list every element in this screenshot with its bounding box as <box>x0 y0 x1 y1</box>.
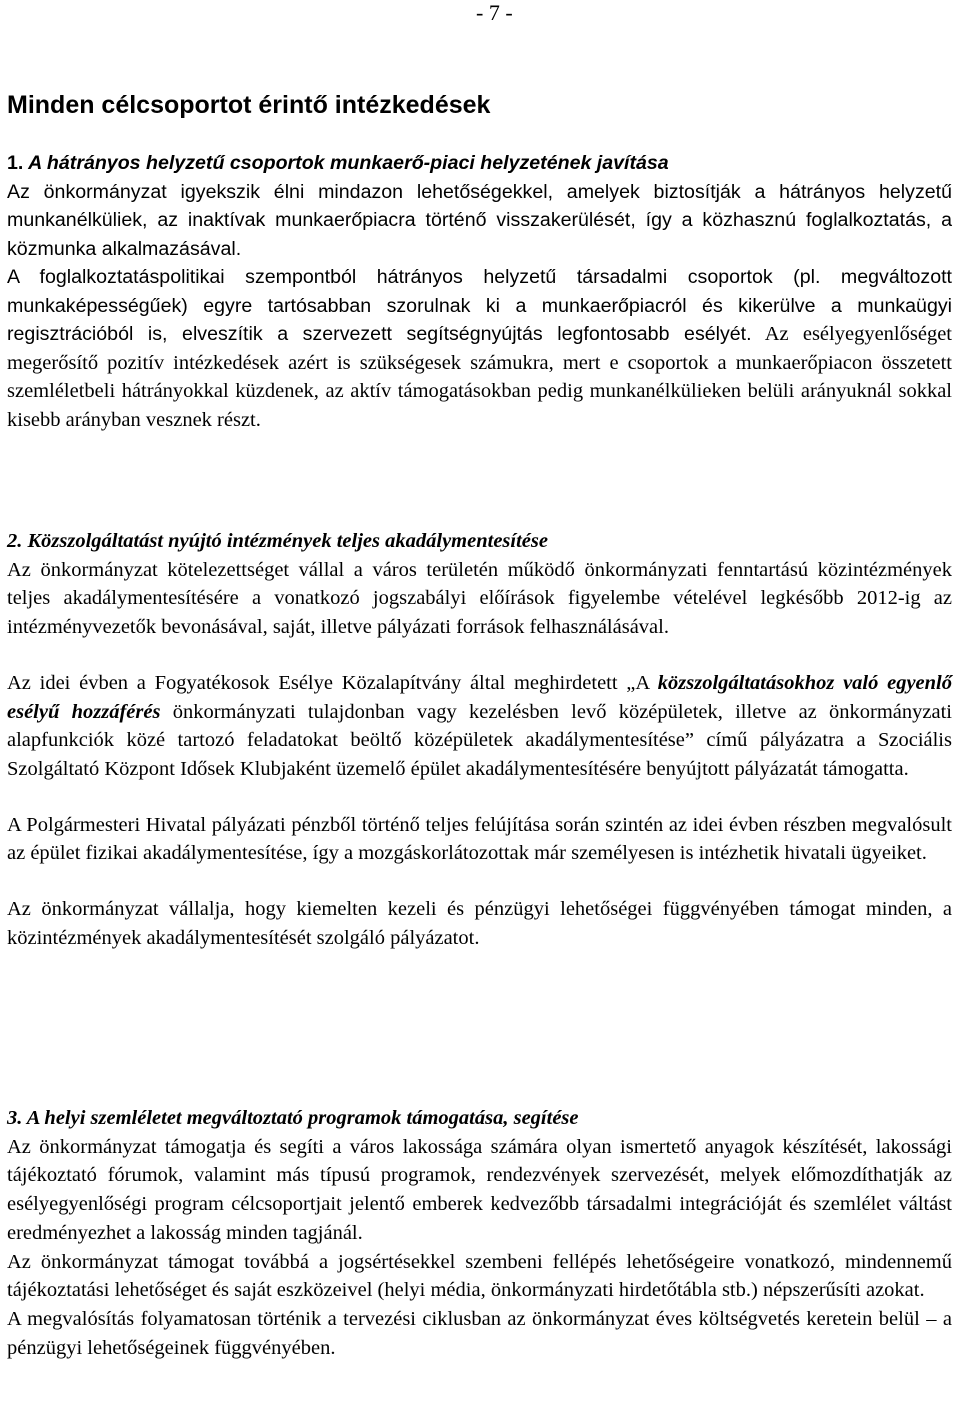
section-3-number: 3. <box>7 1107 23 1129</box>
section-2-paragraph-2 <box>7 669 952 784</box>
section-3 <box>7 1104 952 1362</box>
section-2-paragraph-2-emphasis: közszolgáltatásokhoz való egyenlő esélyű hozzáférés <box>7 671 952 723</box>
page-number: - 7 - <box>476 0 513 25</box>
section-2-number: 2. <box>7 530 23 552</box>
main-heading: Minden célcsoportot érintő intézkedések <box>7 91 491 119</box>
section-1 <box>7 149 952 435</box>
section-2-paragraph-2-part-a: Az idei évben a Fogyatékosok Esélye Közalapítvány által meghirdetett „A <box>7 671 658 694</box>
section-1-title: A hátrányos helyzetű csoportok munkaerő-piaci helyzetének javítása <box>28 152 669 174</box>
section-2-paragraph-1: Az önkormányzat kötelezettséget vállal a város területén működő önkormányzati fenntartású közintézmények teljes akadálymentesítésére a vonatkozó jogszabályi előírások figyelembe vételével legkésőbb 2012-ig az intézményvezetők bevonásával, saját, illetve pályázati források felhasználásával. <box>7 558 952 639</box>
section-2-paragraph-4: Az önkormányzat vállalja, hogy kiemelten kezeli és pénzügyi lehetőségei függvényében támogat minden, a közintézmények akadálymentesítését szolgáló pályázatot. <box>7 898 952 949</box>
section-1-paragraph-2-part-b: Az esélyegyenlőséget megerősítő pozitív intézkedések azért is szükségesek számukra, mert e csoportok a munkaerőpiacon összetett szemléletbeli hátrányokkal küzdenek, az aktív támogatásokban pedig munkanélkülieken belüli arányuknál sokkal kisebb arányban vesznek részt. <box>7 323 952 432</box>
section-2-paragraph-3: A Polgármesteri Hivatal pályázati pénzből történő teljes felújítása során szintén az idei évben részben megvalósult az épület fizikai akadálymentesítése, így a mozgáskorlátozottak már személyesen is intézhetik hivatali ügyeiket. <box>7 813 952 865</box>
section-1-paragraph-1: Az önkormányzat igyekszik élni mindazon lehetőségekkel, amelyek biztosítják a hátrányos helyzetű munkanélküliek, az inaktívak munkaerőpiacra történő visszakerülését, így a közhasznú foglalkoztatás, a közmunka alkalmazásával. <box>7 180 952 260</box>
section-2-title: Közszolgáltatást nyújtó intézmények teljes akadálymentesítése <box>27 530 548 552</box>
section-3-heading <box>7 1104 952 1133</box>
section-1-paragraph-2-part-a: A foglalkoztatáspolitikai szempontból hátrányos helyzetű társadalmi csoportok (pl. megváltozott munkaképességűek) egyre tartósabban szorulnak ki a munkaerőpiacról és kikerülve a munkaügyi regisztrációból is, elveszítik a szervezett segítségnyújtás legfontosabb esélyét. <box>7 266 952 345</box>
section-1-paragraph-2 <box>7 263 952 435</box>
section-1-heading <box>7 149 952 178</box>
section-3-paragraph-2: Az önkormányzat támogat továbbá a jogsértésekkel szembeni fellépés lehetőségeire vonatkozó, mindennemű tájékoztatási lehetőséget és saját eszközeivel (helyi média, önkormányzati hirdetőtábla stb.) népszerűsíti azokat. <box>7 1250 952 1302</box>
section-1-number: 1. <box>7 152 24 174</box>
section-3-paragraph-1: Az önkormányzat támogatja és segíti a város lakossága számára olyan ismertető anyagok készítését, lakossági tájékoztató fórumok, valamint más típusú programok, rendezvények szervezését, melyek előmozdíthatják az esélyegyenlőségi program célcsoportjait jelentő emberek kedvezőbb társadalmi integrációját és szemlélet váltást eredményezhet a lakosság minden tagjánál. <box>7 1135 952 1244</box>
section-2-paragraph-2-part-c: önkormányzati tulajdonban vagy kezelésben levő középületek, illetve az önkormányzati alapfunkciók közé tartozó feladatokat beöltő középületek akadálymentesítése” című pályázatra a Szociális Szolgáltató Központ Idősek Klubjaként üzemelő épület akadálymentesítésére benyújtott pályázatát támogatta. <box>7 700 952 780</box>
section-3-paragraph-3: A megvalósítás folyamatosan történik a tervezési ciklusban az önkormányzat éves költségvetés keretein belül – a pénzügyi lehetőségeinek függvényében. <box>7 1307 952 1359</box>
section-2 <box>7 527 952 952</box>
section-3-title: A helyi szemléletet megváltoztató programok támogatása, segítése <box>26 1107 579 1129</box>
section-2-heading <box>7 527 952 556</box>
